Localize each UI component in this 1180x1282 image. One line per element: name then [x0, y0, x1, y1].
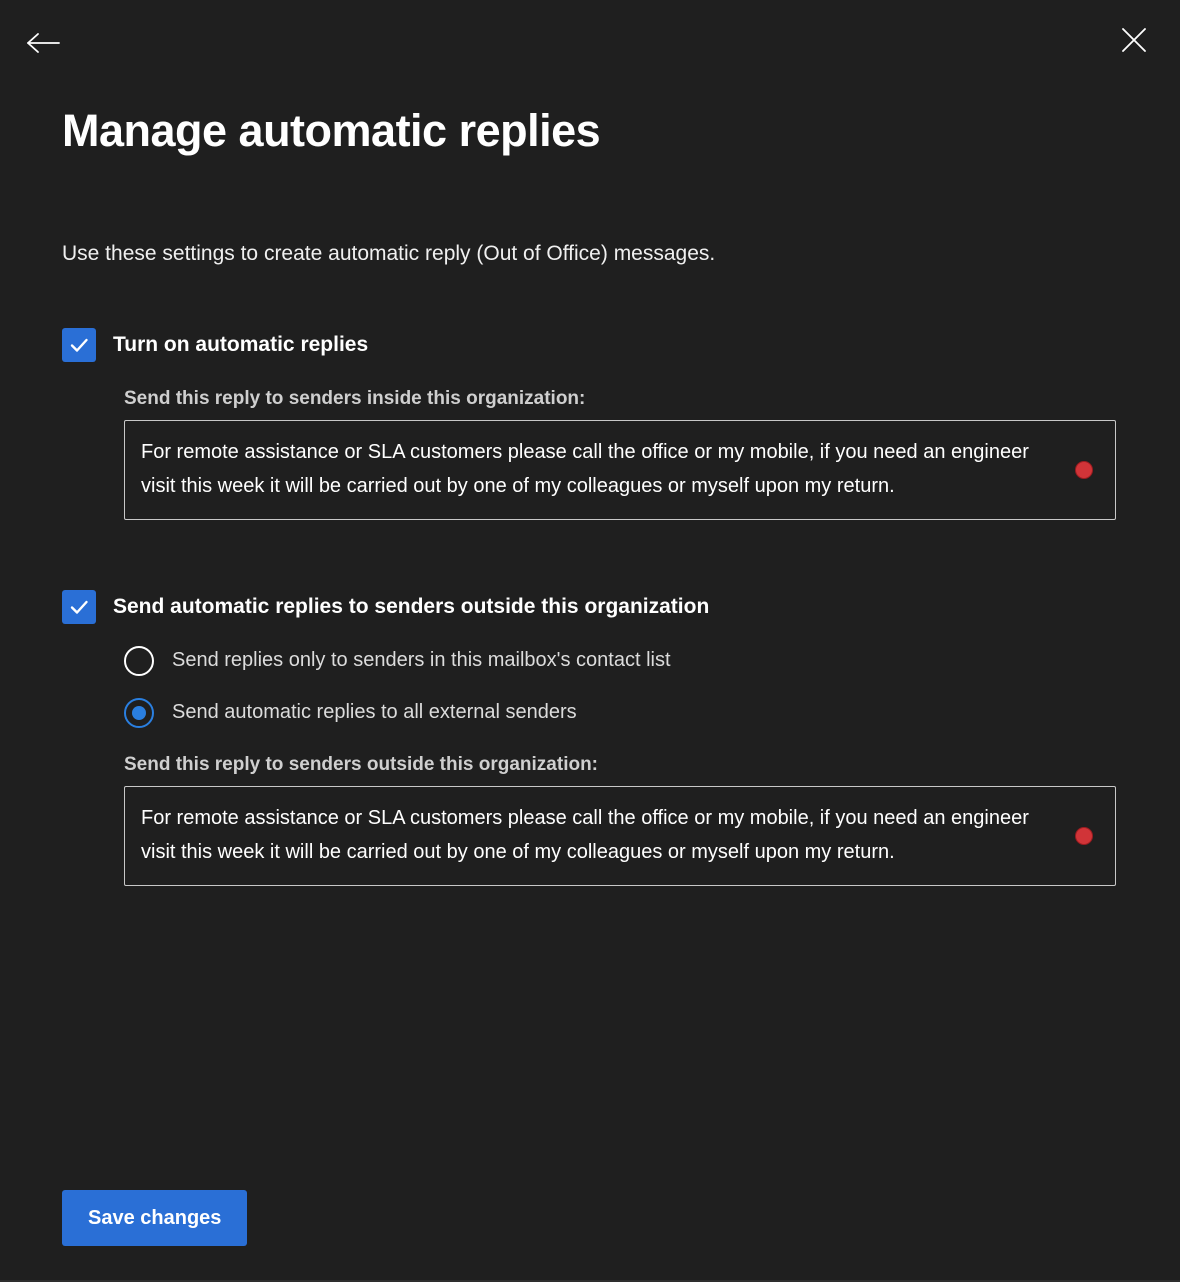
internal-reply-group: [124, 388, 1118, 520]
dialog-titlebar: [0, 0, 1180, 84]
radio-contact-list-only[interactable]: [124, 646, 671, 676]
external-reply-group: [124, 754, 1118, 886]
spell-check-error-dot[interactable]: [1075, 461, 1093, 479]
checkmark-icon: [68, 334, 90, 356]
radio-all-external-senders[interactable]: [124, 698, 577, 728]
back-arrow-icon: [26, 31, 60, 55]
send-external-replies-checkbox-row[interactable]: [62, 590, 709, 624]
close-icon: [1121, 27, 1147, 53]
spell-check-error-dot[interactable]: [1075, 827, 1093, 845]
page-description: Use these settings to create automatic reply (Out of Office) messages.: [62, 241, 716, 265]
close-button[interactable]: [1112, 18, 1156, 62]
internal-reply-text[interactable]: For remote assistance or SLA customers please call the office or my mobile, if you need an engineer visit this week it will be carried out by one of my colleagues or myself upon my return.: [141, 440, 1035, 497]
internal-reply-textarea[interactable]: [124, 420, 1116, 520]
send-external-replies-checkbox[interactable]: [62, 590, 96, 624]
radio-all-external-label: Send automatic replies to all external senders: [172, 701, 577, 723]
dialog-footer: [0, 1190, 1180, 1282]
radio-button-contact-list[interactable]: [124, 646, 154, 676]
checkmark-icon: [68, 596, 90, 618]
page-title: Manage automatic replies: [62, 105, 601, 156]
external-reply-textarea[interactable]: [124, 786, 1116, 886]
turn-on-automatic-replies-checkbox-row[interactable]: [62, 328, 368, 362]
external-reply-label: Send this reply to senders outside this organization:: [124, 753, 599, 775]
dialog-content: [0, 84, 1180, 1190]
send-external-replies-label: Send automatic replies to senders outside this organization: [113, 594, 710, 618]
external-reply-text[interactable]: For remote assistance or SLA customers please call the office or my mobile, if you need an engineer visit this week it will be carried out by one of my colleagues or myself upon my return.: [141, 806, 1035, 863]
internal-reply-label: Send this reply to senders inside this organization:: [124, 387, 586, 409]
turn-on-automatic-replies-checkbox[interactable]: [62, 328, 96, 362]
back-button[interactable]: [20, 20, 66, 66]
save-changes-button[interactable]: Save changes: [62, 1190, 247, 1246]
radio-contact-list-label: Send replies only to senders in this mailbox's contact list: [172, 649, 671, 671]
turn-on-automatic-replies-label: Turn on automatic replies: [113, 332, 369, 356]
radio-button-all-external[interactable]: [124, 698, 154, 728]
